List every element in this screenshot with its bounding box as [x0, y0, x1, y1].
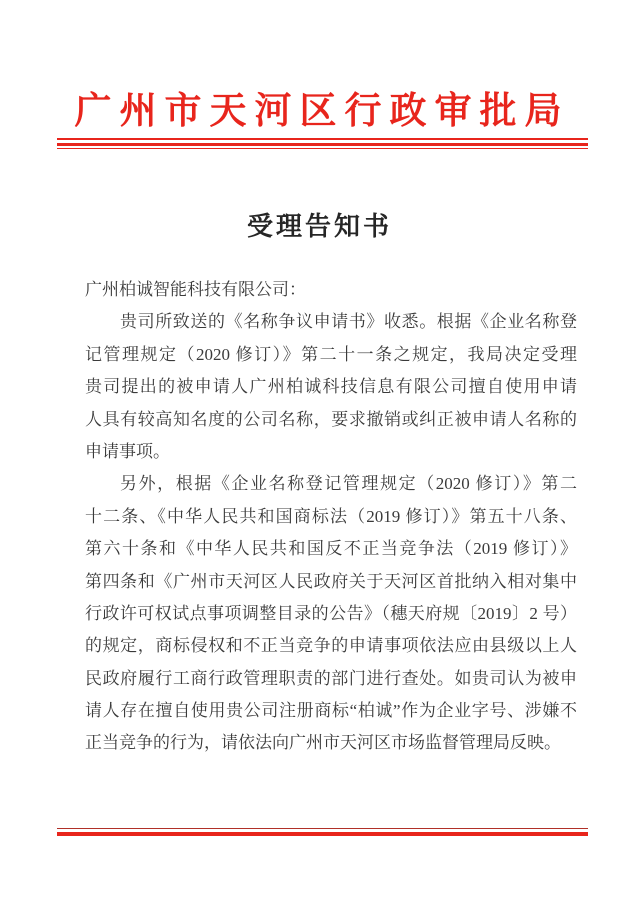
- letterhead-title: 广州市天河区行政审批局: [74, 91, 570, 132]
- body-line: 第四条和《广州市天河区人民政府关于天河区首批纳入相对集中: [85, 571, 577, 591]
- body-line: 民政府履行工商行政管理职责的部门进行查处。如贵司认为被申: [85, 668, 577, 688]
- body-line: 人具有较高知名度的公司名称，要求撤销或纠正被申请人名称的: [85, 409, 577, 429]
- document-title: 受理告知书: [246, 212, 392, 241]
- body-line: 行政许可权试点事项调整目录的公告》（穗天府规〔2019〕2 号）: [85, 603, 577, 623]
- footer-rule-line-2: [57, 832, 588, 836]
- body-line: 十二条、《中华人民共和国商标法（2019 修订）》第五十八条、: [85, 506, 577, 526]
- body-line: 记管理规定（2020 修订）》第二十一条之规定，我局决定受理: [85, 344, 577, 364]
- body-line: 正当竞争的行为，请依法向广州市天河区市场监督管理局反映。: [85, 733, 561, 753]
- body-line: 另外，根据《企业名称登记管理规定（2020 修订）》第二: [120, 474, 577, 494]
- body-line: 第六十条和《中华人民共和国反不正当竞争法（2019 修订）》: [85, 539, 577, 559]
- document-body: [85, 274, 577, 760]
- header-rule-line-3: [57, 148, 588, 149]
- body-line: 贵司提出的被申请人广州柏诚科技信息有限公司擅自使用申请: [85, 377, 577, 397]
- footer-rule: [57, 828, 588, 836]
- body-line: 的规定，商标侵权和不正当竞争的申请事项依法应由县级以上人: [85, 636, 577, 656]
- recipient-line: 广州柏诚智能科技有限公司：: [85, 280, 306, 299]
- header-rule: [57, 138, 588, 149]
- body-line: 贵司所致送的《名称争议申请书》收悉。根据《企业名称登: [120, 312, 577, 332]
- body-line: 请人存在擅自使用贵公司注册商标“柏诚”作为企业字号、涉嫌不: [85, 701, 577, 721]
- body-line: 申请事项。: [85, 441, 170, 461]
